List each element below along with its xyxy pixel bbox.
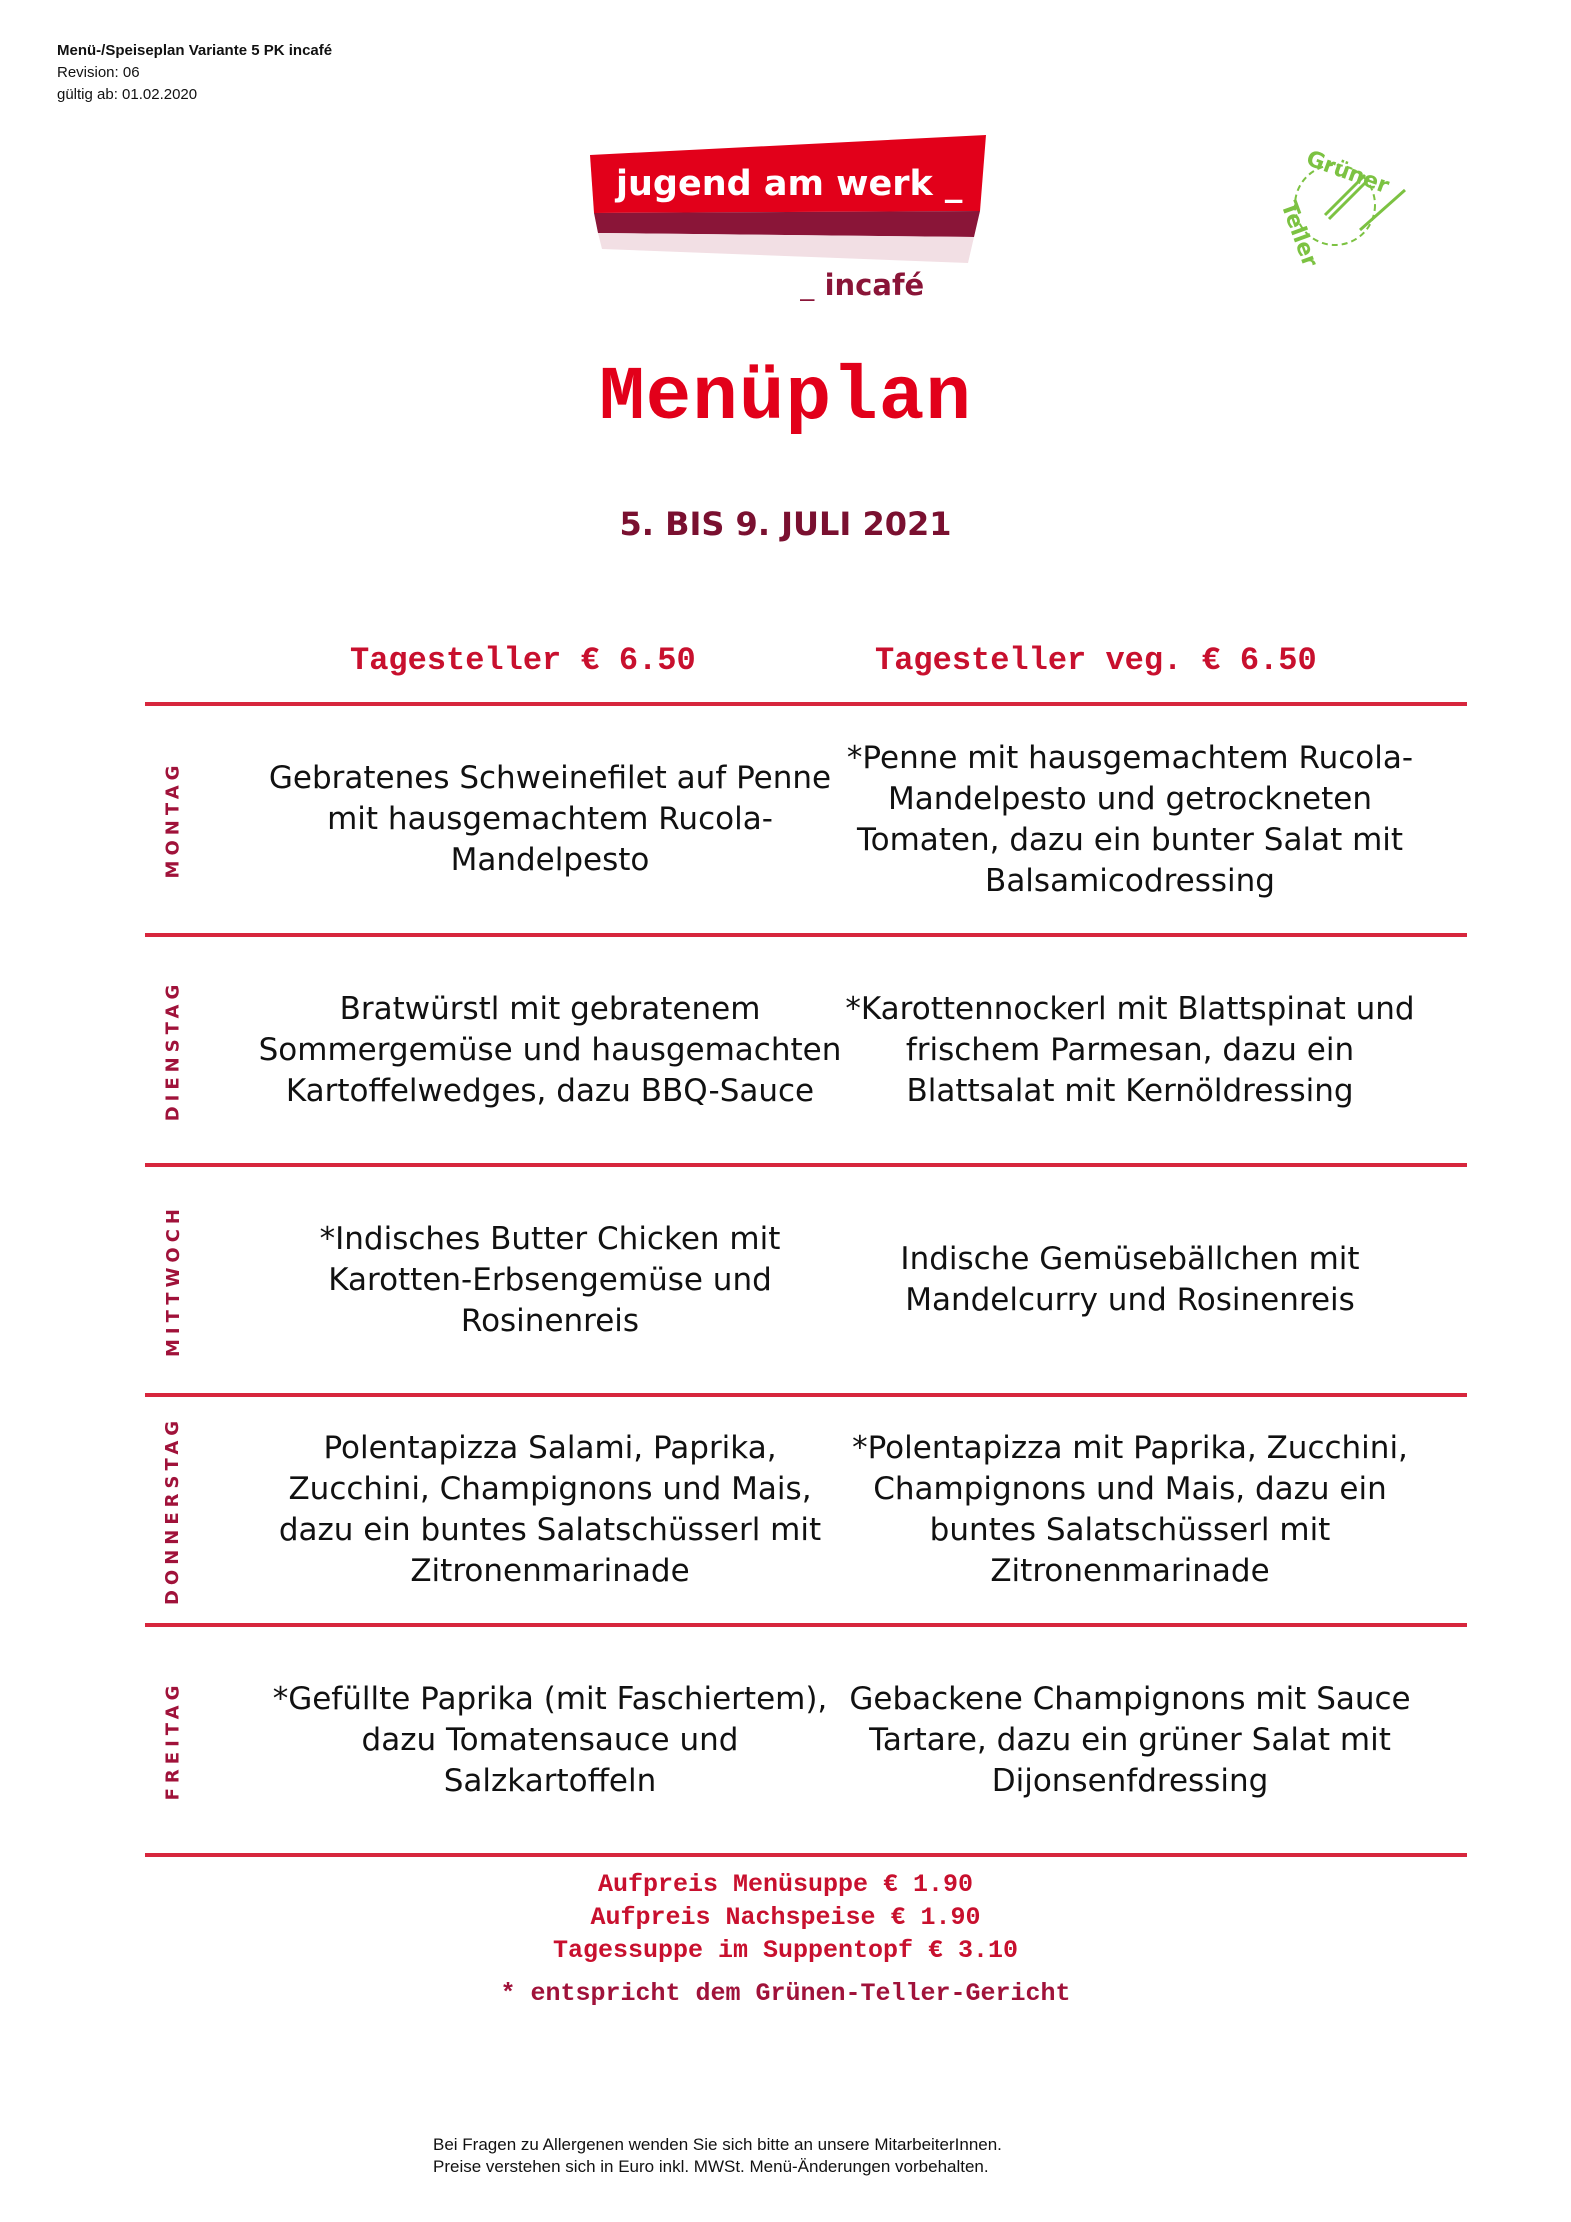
dish-freitag-veg: Gebackene Champignons mit Sauce Tartare, dazu ein grüner Salat mit Dijonsenfdressing bbox=[849, 1680, 1411, 1799]
dish-dienstag-veg: *Karottennockerl mit Blattspinat und frischem Parmesan, dazu ein Blattsalat mit Kernöldressing bbox=[845, 990, 1415, 1109]
footer-price-text: Preise verstehen sich in Euro inkl. MWSt. Menü-Änderungen vorbehalten. bbox=[433, 2157, 989, 2176]
dish-donnerstag-veg: *Polentapizza mit Paprika, Zucchini, Champignons und Mais, dazu ein buntes Salatschüsserl mit Zitronenmarinade bbox=[852, 1430, 1408, 1589]
svg-text:Grüner: Grüner bbox=[1302, 146, 1393, 200]
jugend-am-werk-logo bbox=[588, 133, 993, 301]
dish-montag-veg: *Penne mit hausgemachtem Rucola-Mandelpesto und getrockneten Tomaten, dazu ein bunter Salat mit Balsamicodressing bbox=[846, 739, 1414, 899]
column-header-veg: Tagesteller veg. € 6.50 bbox=[875, 642, 1317, 679]
day-label-donnerstag: DONNERSTAG bbox=[162, 1415, 184, 1605]
row-divider bbox=[145, 1853, 1467, 1857]
extras-section bbox=[0, 1868, 1571, 2010]
dish-donnerstag-meat: Polentapizza Salami, Paprika, Zucchini, Champignons und Mais, dazu ein buntes Salatschüsserl mit Zitronenmarinade bbox=[278, 1430, 822, 1589]
extra-soup-price: Aufpreis Menüsuppe € 1.90 bbox=[597, 1870, 974, 1899]
footer-allergen-text: Bei Fragen zu Allergenen wenden Sie sich bitte an unsere MitarbeiterInnen. bbox=[433, 2135, 1002, 2154]
date-range: 5. BIS 9. JULI 2021 bbox=[619, 505, 952, 543]
page-title: Menüplan bbox=[599, 355, 972, 441]
dish-mittwoch-veg: Indische Gemüsebällchen mit Mandelcurry und Rosinenreis bbox=[900, 1241, 1360, 1318]
svg-text:_ incafé: _ incafé bbox=[800, 268, 925, 301]
day-label-freitag: FREITAG bbox=[162, 1680, 184, 1800]
day-label-dienstag: DIENSTAG bbox=[162, 979, 184, 1121]
dish-dienstag-meat: Bratwürstl mit gebratenem Sommergemüse und hausgemachten Kartoffelwedges, dazu BBQ-Sauce bbox=[258, 990, 842, 1109]
column-header-meat: Tagesteller € 6.50 bbox=[350, 642, 696, 679]
gruener-teller-logo bbox=[1265, 135, 1415, 275]
green-plate-note: * entspricht dem Grünen-Teller-Gericht bbox=[500, 1979, 1071, 2008]
svg-text:jugend am werk _: jugend am werk _ bbox=[616, 164, 963, 204]
day-label-mittwoch: MITTWOCH bbox=[162, 1203, 184, 1357]
revision-text: Revision: 06 bbox=[57, 64, 140, 81]
document-title: Menü-/Speiseplan Variante 5 PK incafé bbox=[57, 42, 333, 59]
dish-montag-meat: Gebratenes Schweinefilet auf Penne mit hausgemachtem Rucola-Mandelpesto bbox=[268, 760, 832, 878]
dish-freitag-meat: *Gefüllte Paprika (mit Faschiertem), dazu Tomatensauce und Salzkartoffeln bbox=[272, 1680, 828, 1799]
svg-text:Teller: Teller bbox=[1275, 198, 1323, 271]
document-header bbox=[57, 40, 332, 106]
valid-from-text: gültig ab: 01.02.2020 bbox=[57, 86, 198, 103]
day-label-montag: MONTAG bbox=[162, 760, 184, 879]
extra-dessert-price: Aufpreis Nachspeise € 1.90 bbox=[590, 1903, 981, 1932]
extra-daily-soup-price: Tagessuppe im Suppentopf € 3.10 bbox=[552, 1936, 1019, 1965]
dish-mittwoch-meat: *Indisches Butter Chicken mit Karotten-Erbsengemüse und Rosinenreis bbox=[319, 1220, 781, 1339]
footer bbox=[433, 2134, 1002, 2178]
